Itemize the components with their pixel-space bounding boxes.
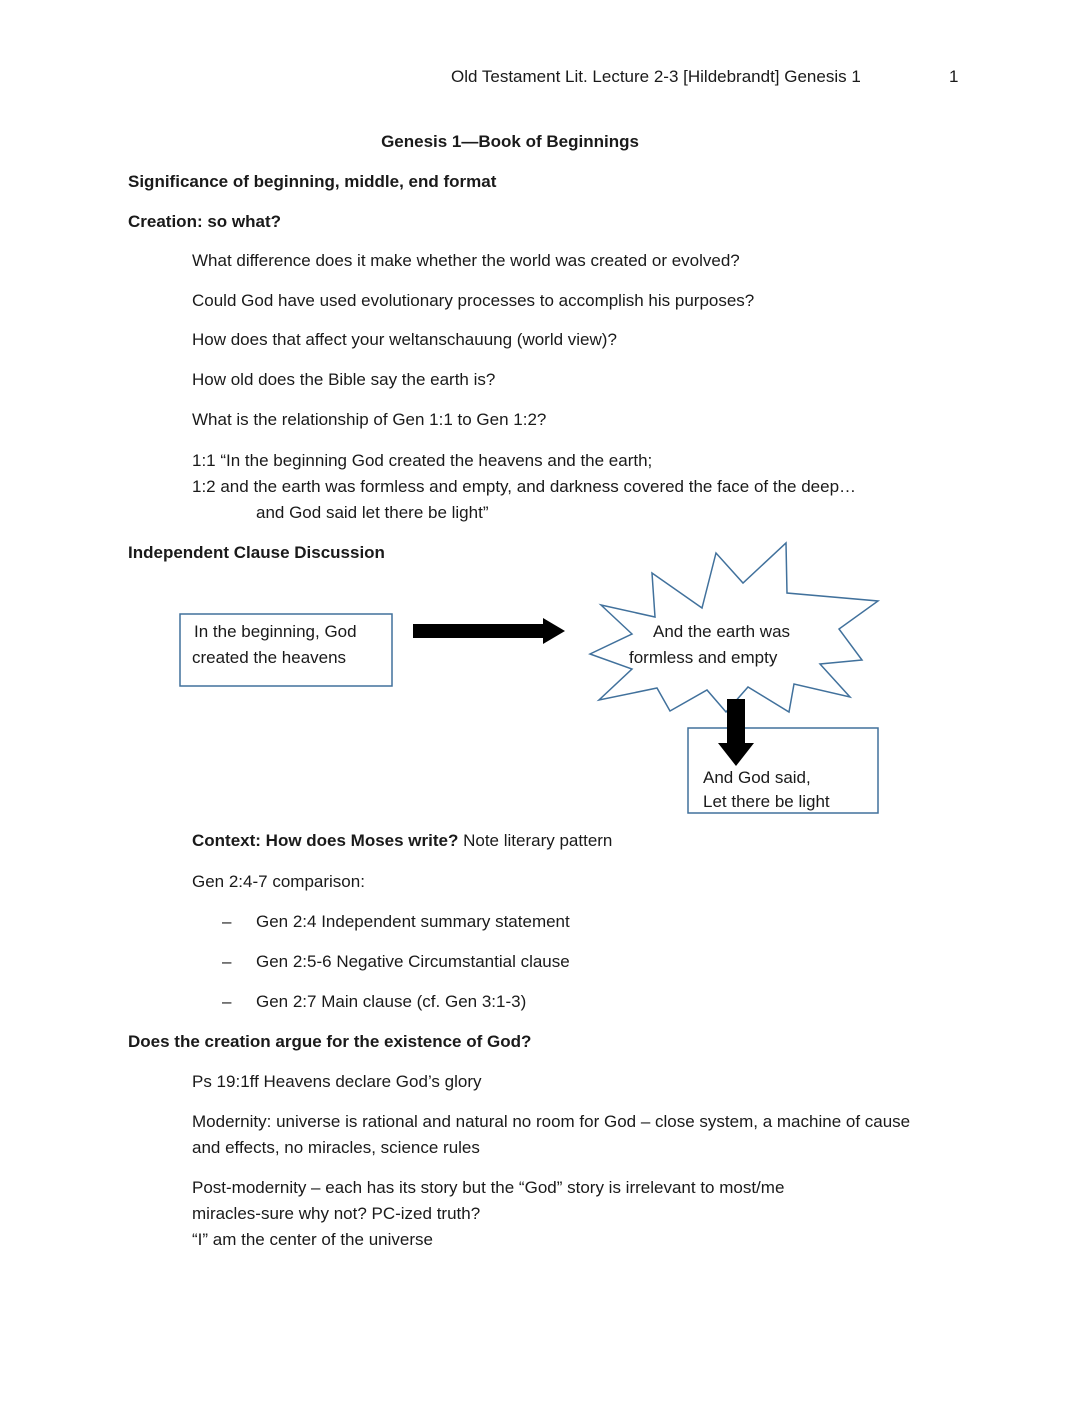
box-heavens-line-2: created the heavens [192, 648, 347, 667]
quote-line-1: 1:1 “In the beginning God created the heavens and the earth; [192, 451, 653, 470]
list-item: Gen 2:4 Independent summary statement [256, 912, 570, 931]
question-evolutionary-processes: Could God have used evolutionary processes to accomplish his purposes? [192, 291, 755, 310]
comparison-line: Gen 2:4-7 comparison: [192, 872, 365, 891]
modernity-line-1: Modernity: universe is rational and natural no room for God – close system, a machine of cause [192, 1112, 911, 1131]
list-item: Gen 2:7 Main clause (cf. Gen 3:1-3) [256, 992, 527, 1011]
quote-line-3: and God said let there be light” [256, 503, 489, 522]
box-heavens-line-1: In the beginning, God [194, 622, 357, 641]
diagram-arrow-right [413, 618, 565, 644]
heading-significance: Significance of beginning, middle, end format [128, 172, 497, 191]
document-title: Genesis 1—Book of Beginnings [381, 132, 639, 151]
postmodernity-line-1: Post-modernity – each has its story but the “God” story is irrelevant to most/me [192, 1178, 785, 1197]
star-line-1: And the earth was [653, 622, 791, 641]
list-dash: – [222, 992, 232, 1011]
question-earth-age: How old does the Bible say the earth is? [192, 370, 496, 389]
page-number: 1 [949, 67, 959, 86]
list-dash: – [222, 912, 232, 931]
context-line [192, 831, 612, 851]
heading-existence-of-god: Does the creation argue for the existence of God? [128, 1032, 532, 1051]
question-weltanschauung: How does that affect your weltanschauung (world view)? [192, 330, 617, 349]
box-light-line-1: And God said, [703, 768, 811, 787]
modernity-line-2: and effects, no miracles, science rules [192, 1138, 480, 1157]
list-dash: – [222, 952, 232, 971]
running-header: Old Testament Lit. Lecture 2-3 [Hildebrandt] Genesis 1 [451, 67, 861, 86]
star-line-2: formless and empty [629, 648, 778, 667]
postmodernity-line-2: miracles-sure why not? PC-ized truth? [192, 1204, 481, 1223]
quote-line-2: 1:2 and the earth was formless and empty, and darkness covered the face of the deep… [192, 477, 857, 496]
box-light-line-2: Let there be light [703, 792, 830, 811]
question-gen-relationship: What is the relationship of Gen 1:1 to Gen 1:2? [192, 410, 547, 429]
list-item: Gen 2:5-6 Negative Circumstantial clause [256, 952, 570, 971]
heading-creation: Creation: so what? [128, 212, 282, 231]
psalm-line: Ps 19:1ff Heavens declare God’s glory [192, 1072, 482, 1091]
context-bold: Context: How does Moses write? [192, 831, 459, 850]
heading-independent-clause: Independent Clause Discussion [128, 543, 385, 562]
context-rest: Note literary pattern [458, 831, 613, 850]
postmodernity-line-3: “I” am the center of the universe [192, 1230, 433, 1249]
question-created-or-evolved: What difference does it make whether the world was created or evolved? [192, 251, 740, 270]
